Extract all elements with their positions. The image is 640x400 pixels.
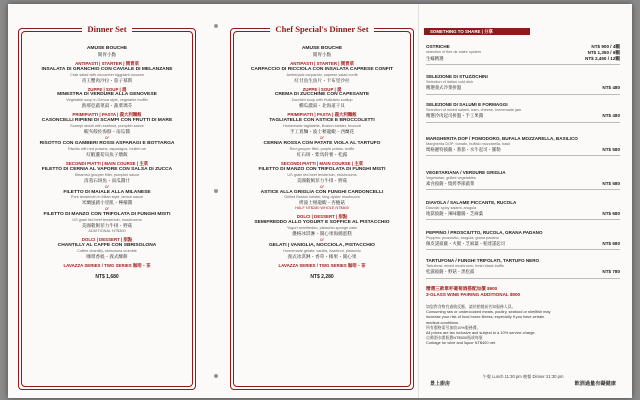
item-price: NT$ 680	[602, 240, 620, 246]
or-separator: or	[105, 183, 109, 189]
opening-hours: 午餐 Lunch 11:30 pm 晚餐 Dinner 21:30 pm	[482, 374, 564, 379]
item-price: NT$ 900 / 4顆	[591, 44, 620, 49]
category-heading: SECONDI PIATTI | MAIN COURSE | 主菜	[65, 160, 149, 166]
notes	[426, 304, 620, 346]
set-price: NT$ 2,280	[310, 273, 334, 280]
item-desc: Peppino: prosciutto, arugula, grana padano	[426, 235, 499, 240]
item-price: NT$ 780	[602, 268, 620, 274]
note-line: Corkage for wine and liquor NT$400 net.	[426, 340, 497, 346]
dish-desc: Pork tenderloin in Milan style, lemon sauce	[70, 195, 144, 200]
dish-name-zh: 蝦夾餃佐海鮮・南瓜醬	[84, 129, 130, 135]
beverage-series: LAVAZZA SERIES / TWG SERIES 咖啡・茶	[63, 262, 151, 268]
dish-name-zh: 手工寬麵・波士頓龍蝦・西蘭花	[289, 129, 355, 135]
divider	[426, 278, 620, 279]
note-line: Consuming raw or undercooked meats, poultry, seafood or shellfish may	[426, 309, 551, 315]
or-separator: or	[320, 183, 324, 189]
dish-name-zh: 美國穀飼菲力牛排・野菇	[81, 223, 133, 229]
note-line: 如您對食物有過敏反應，請於點餐前告知服務人員。	[426, 304, 516, 309]
share-item	[426, 102, 620, 118]
item-name-zh: 瑪格麗特披薩・番茄・水牛起司・羅勒	[426, 146, 501, 152]
dish-name: CARPACCIO DI RICCIOLA CON INSALATA CAPRESE CONFIT	[250, 66, 394, 72]
binding-hole	[214, 374, 218, 378]
menu-spread	[8, 4, 632, 398]
dish-name: FILETTO DI MANZO CON TRIFOLATA DI FUNGHI MISTI	[43, 212, 171, 218]
category-heading: ZUPPE | SOUP | 湯	[87, 86, 127, 92]
note-line: 自備酒水開瓶費NT$500瓶或每瓶	[426, 335, 483, 341]
panel-title: Chef Special's Dinner Set	[230, 24, 414, 34]
course-name: AMUSE BOUCHE	[86, 46, 128, 51]
dish-name: MINESTRA DI VERDURE ALLA GENOVESE	[57, 92, 157, 98]
or-separator: or	[320, 134, 324, 140]
course-name-zh: 開胃小點	[97, 51, 117, 57]
category-heading: ANTIPASTI | STARTER | 開胃菜	[290, 60, 354, 66]
dish-name-zh: 米蘭風豬小里肌・檸檬醬	[81, 200, 133, 206]
dish-name: FILETTO DI MANZO CON TRIFOLATA DI FUNGHI MISTI	[258, 166, 386, 172]
dish-desc: Zucchini soup with Hokkaido scallop	[291, 98, 353, 103]
share-item	[426, 230, 620, 246]
item-name-zh: 松露披薩・野菇・黑松露	[426, 268, 475, 274]
dish-desc: Yogurt semifreddo, pistachio sponge cake	[286, 226, 358, 231]
dish-name-zh: 義式冰淇淋・香草・榛果・開心果	[287, 253, 357, 259]
dish-desc: Red grouper fillet, purple potato, truffle	[289, 146, 355, 151]
or-separator: or	[105, 134, 109, 140]
item-name: MARGHERITA DOP / POMODORO, BUFALA MOZZARELLA, BASILICO	[426, 136, 578, 141]
share-item	[426, 74, 620, 90]
dish-name-zh: 優格冰淇淋・開心果海綿蛋糕	[292, 231, 352, 237]
course-name-zh: 開胃小點	[312, 51, 332, 57]
binding-hole	[214, 189, 218, 193]
item-desc: selection of fine de claire oysters	[426, 49, 482, 54]
beverage-series: LAVAZZA SERIES / TWG SERIES 咖啡・茶	[278, 262, 366, 268]
item-name: SELEZIONE DI SALUMI E FORMAGGI	[426, 102, 508, 107]
item-desc: Selection of Italian cold dish	[426, 79, 474, 84]
divider	[426, 122, 620, 123]
category-heading: ANTIPASTI | STARTER | 開胃菜	[75, 60, 139, 66]
share-panel	[422, 12, 624, 390]
category-heading: DOLCI | DESSERT | 甜點	[296, 214, 348, 220]
item-name: SELEZIONE DI STUZZICHINI	[426, 74, 488, 79]
dish-surcharge: HALF NT$280 WHOLE NT$600	[295, 206, 349, 211]
dish-name: CERNIA ROSSA CON PATATE VIOLA AL TARTUFO	[263, 140, 381, 146]
item-price: NT$ 480	[602, 84, 620, 90]
category-heading: ZUPPE | SOUP | 湯	[302, 86, 342, 92]
item-price: NT$ 480	[602, 112, 620, 118]
share-item	[426, 258, 620, 274]
item-name: OSTRICHE	[426, 44, 450, 49]
item-name-zh: 素食披薩・燒烤季節蔬菜	[426, 180, 475, 186]
dish-desc: Steamed grouper fillet, pumpkin sauce	[74, 172, 140, 177]
dish-name-zh: 紅甘魚生魚片・卡布里沙拉	[294, 77, 350, 83]
share-item	[426, 170, 620, 186]
item-desc: Selection of mixed salami, ham, cheese, homemade jam	[426, 107, 522, 112]
category-heading: PRIMIPIATTI | PASTA | 義大利麵飯	[72, 112, 142, 118]
item-desc: Vegetarian, grilled vegetables	[426, 175, 476, 180]
dish-desc: Grilled Boston lobster, king oyster mushroom	[284, 195, 360, 200]
dish-name: GELATI | VANIGLIA, NOCCIOLA, PISTACCHIO	[269, 243, 375, 249]
item-name-zh: 精選義式冷菜拼盤	[426, 84, 462, 90]
dish-desc: Amberjack carpaccio, caprese salad confit	[286, 72, 358, 77]
wine-pairing-zh: 精選三款單杯葡萄酒搭配加價 $900	[426, 286, 498, 291]
dish-desc: Scampi ravioli with seafood, pumpkin sauce	[70, 124, 144, 129]
divider	[426, 249, 620, 250]
item-price: NT$ 680	[602, 210, 620, 216]
item-name-zh: 佩皮諾披薩・火腿・芝麻葉・帕達諾起司	[426, 240, 506, 246]
item-name-zh: 生蠔精選	[426, 55, 444, 61]
divider	[426, 64, 620, 65]
dish-name: CHANTILLY AL CAFFÈ CON SBRISOLONA	[57, 243, 157, 249]
dish-desc: US grain fed beef tenderloin, mushrooms	[72, 218, 142, 223]
item-price: NT$ 2,450 / 12顆	[585, 55, 620, 61]
dish-desc: Homemade tagliatelle, Boston lobster, broccoli	[282, 124, 362, 129]
dish-desc: Homemade gelato: vanilla, hazelnut, pistachio	[283, 248, 361, 253]
note-line: increase your risk of food borne illness, especially if you have certain	[426, 314, 545, 320]
dish-name-zh: 咖啡香緹・義式酥餅	[86, 253, 128, 259]
item-name: TARTUFONA / FUNGHI TRIFOLATI, TARTUFO NERO	[426, 258, 540, 263]
dish-surcharge: ADDITIONAL NT$300	[88, 229, 126, 234]
set-price: NT$ 1,680	[95, 273, 119, 280]
or-separator: or	[105, 206, 109, 212]
dish-desc: Coffee chantilly, sbrisolona crumble	[77, 248, 137, 253]
share-item	[426, 44, 620, 61]
divider	[426, 94, 620, 95]
dish-name: CASONCELLI RIPIENI DI SCAMPI CON FRUTTI DI MARE	[41, 118, 173, 124]
item-name-zh: 精選冷肉起司拼盤・手工果醬	[426, 112, 484, 118]
dish-name-zh: 紅石斑・紫馬鈴薯・松露	[296, 151, 348, 157]
restaurant-logo: 景上廚房	[430, 381, 451, 387]
item-name: DIAVOLA / SALAME PICCANTE, RUCOLA	[426, 200, 517, 205]
divider	[426, 219, 620, 220]
dish-name: SEMIFREDDO ALLO YOGURT E SOFFICE AL PISTACCHIO	[254, 220, 390, 226]
note-line: All prices are tax inclusive and subject to a 10% service charge.	[426, 330, 536, 336]
category-heading: DOLCI | DESSERT | 甜點	[81, 237, 133, 243]
dish-name: FILETTO DI MAIALE ALLA MILANESE	[63, 189, 151, 195]
note-line: 所有價格需另加收10%服務費。	[426, 324, 481, 330]
share-header: SOMETHING TO SHARE | 分享	[424, 28, 530, 35]
share-item	[426, 136, 620, 152]
item-name: VEGETARIANA / VERDURE GRIGLIA	[426, 170, 506, 175]
item-desc: Diavola: spicy salami, arugula	[426, 205, 477, 210]
dish-name-zh: 熱那亞蔬菜湯・蔬菜瑪芬	[81, 103, 133, 109]
dish-name-zh: 清蒸石斑魚・南瓜醬汁	[84, 177, 130, 183]
course-name: AMUSE BOUCHE	[301, 46, 343, 51]
dish-name: ASTICE ALLA GRIGLIA CON FUNGHI CARDONCELLI	[260, 189, 384, 195]
chef-set-panel	[230, 12, 414, 390]
chef-set-content	[236, 46, 408, 280]
panel-title: Dinner Set	[18, 24, 196, 34]
share-item	[426, 200, 620, 216]
binding-hole	[214, 24, 218, 28]
item-price: NT$ 580	[602, 180, 620, 186]
or-separator: or	[320, 237, 324, 243]
dish-name-zh: 帝王蟹肉沙拉・茄子慕斯	[81, 77, 133, 83]
item-price: NT$ 580	[602, 146, 620, 152]
item-desc: Tartufona: mixed mushroom, fresh black truffle	[426, 263, 505, 268]
dish-name: TAGLIATELLE CON ASTICE E BROCCOLETTI	[269, 118, 375, 124]
item-desc: Margherita DOP: tomato, buffalo mozzarella, basil	[426, 141, 510, 146]
dish-name-zh: 櫛瓜濃湯・北海道干貝	[299, 103, 345, 109]
divider	[426, 189, 620, 190]
dish-desc: Vegetable soup in Genoa style, vegetable muffin	[66, 98, 148, 103]
dish-name: RISOTTO CON GAMBERI ROSSI ASPARAGI E BOTTARGA	[39, 140, 175, 146]
wine-pairing	[426, 286, 620, 298]
dinner-set-panel	[18, 12, 196, 390]
dish-desc: Crab salad with cucumber eggplant mousse	[70, 72, 144, 77]
note-line: medical conditions.	[426, 319, 460, 325]
dish-name-zh: 美國穀飼菲力牛排・野菇	[296, 177, 348, 183]
dish-desc: Risotto with red prawns, asparagus, mullet roe	[67, 146, 147, 151]
dish-name: FILETTO DI CERNIA AL VAPORE CON SALSA DI ZUCCA	[41, 166, 173, 172]
category-heading: SECONDI PIATTI | MAIN COURSE | 主菜	[280, 160, 364, 166]
fold-line	[418, 4, 419, 398]
dish-desc: US grain fed beef tenderloin, mushrooms	[287, 172, 357, 177]
divider	[426, 155, 620, 156]
binding-holes	[214, 4, 218, 398]
dish-name-zh: 紅蝦蘆筍烏魚子燉飯	[86, 151, 128, 157]
dish-name: INSALATA DI GRANCHIO CON CAVIALE DI MELANZANE	[41, 66, 173, 72]
item-price: NT$ 1,350 / 6顆	[587, 49, 620, 55]
dish-name: CREMA DI ZUCCHINE CON CAPESANTE	[274, 92, 370, 98]
item-name: PEPPINO / PROSCIUTTO, RUCOLA, GRANA PADANO	[426, 230, 543, 235]
dish-name-zh: 烤波士頓龍蝦・杏鮑菇	[299, 200, 345, 206]
dinner-set-content	[24, 46, 190, 280]
wine-pairing-en: 3-GLASS WINE PAIRING ADDITIONAL $900	[426, 292, 521, 297]
item-name-zh: 地獄披薩・辣味臘腸・芝麻葉	[426, 210, 484, 216]
category-heading: PRIMIPIATTI | PASTA | 義大利麵飯	[287, 112, 357, 118]
drinking-warning: 飲酒過量有礙健康	[574, 381, 616, 387]
